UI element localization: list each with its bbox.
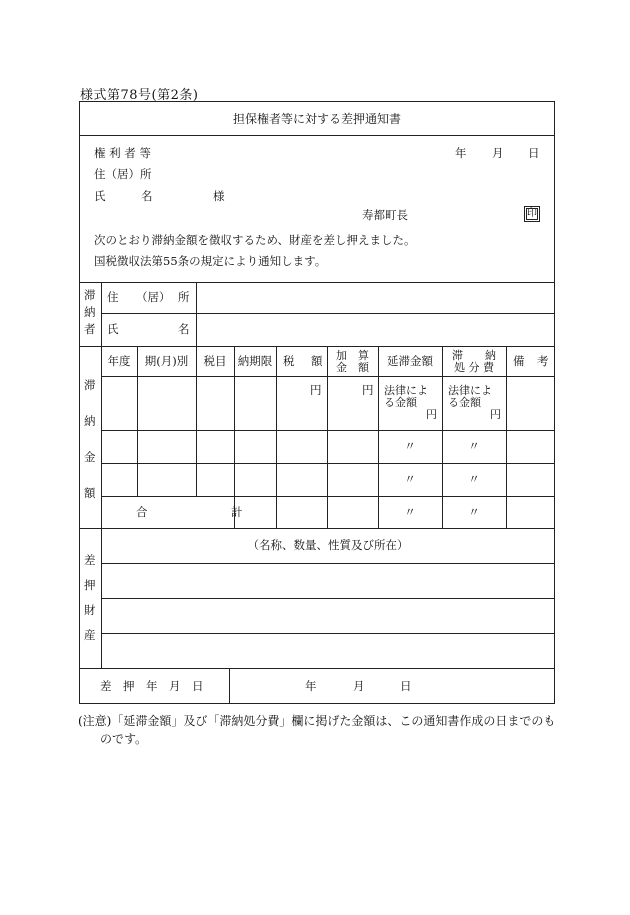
delinquent-label-divider: [196, 282, 197, 346]
delinquent-section-char: 納: [84, 305, 96, 319]
date-month-label: 月: [492, 146, 504, 160]
ditto-mark: 〃: [468, 505, 480, 519]
notice-message-1: 次のとおり滞納金額を徴収するため、財産を差し押えました。: [94, 233, 416, 247]
seized-section-char: 差: [84, 553, 96, 567]
seized-section-char: 産: [84, 628, 96, 642]
seized-bottom-divider: [79, 668, 555, 669]
yen-unit: 円: [490, 408, 501, 421]
seizure-date-label: 差 押 年 月 日: [100, 679, 204, 693]
col-header-due: 納期限: [237, 354, 273, 368]
legal-amount-text: る金額: [448, 396, 481, 409]
amount-section-char: 納: [84, 414, 96, 428]
col-header-late-fee: 延滞金額: [387, 354, 433, 368]
amount-section-char: 滞: [84, 378, 96, 392]
seizure-date-day: 日: [400, 679, 412, 693]
delinquent-address-label: （居）: [136, 290, 171, 304]
ditto-mark: 〃: [404, 505, 416, 519]
footnote-line-1: (注意)「延滞金額」及び「滞納処分費」欄に掲げた金額は、この通知書作成の日までのも: [78, 714, 556, 728]
delinquent-name-label: 名: [178, 322, 190, 336]
legal-amount-text: る金額: [384, 396, 417, 409]
seized-property-header: （名称、数量、性質及び所在）: [247, 538, 409, 552]
col-header-added-amount: 加 算: [336, 349, 369, 362]
col-header-period: 期(月)別: [144, 354, 189, 368]
col-header-remarks: 備: [513, 354, 525, 368]
col-tax-divider: [327, 346, 328, 528]
form-number-label: 様式第78号(第2条): [80, 88, 199, 103]
header-divider: [79, 282, 555, 283]
col-due-divider: [276, 346, 277, 528]
seized-section-char: 押: [84, 578, 96, 592]
footnote: [78, 712, 558, 748]
footnote-line-2: のです。: [100, 732, 148, 746]
seized-row2-divider: [101, 598, 555, 599]
col-taxitem-divider: [234, 346, 235, 528]
date-year-label: 年: [455, 146, 467, 160]
delinquent-address-label: 住: [107, 290, 119, 304]
delinquent-row-divider: [101, 313, 555, 314]
ditto-mark: 〃: [468, 439, 480, 453]
amount-row3-divider: [101, 496, 555, 497]
seal-stamp: 印: [524, 206, 540, 222]
section-label-divider: [101, 282, 102, 668]
name-label-first: 氏: [94, 189, 106, 203]
col-header-disposal-fee: 処 分 費: [454, 361, 494, 374]
ditto-mark: 〃: [404, 472, 416, 486]
title-divider: [79, 135, 555, 136]
amount-row2-divider: [101, 463, 555, 464]
col-header-tax-amount: 税: [283, 354, 295, 368]
seizure-date-year: 年: [305, 679, 317, 693]
amount-header-divider: [101, 376, 555, 377]
amount-row1-divider: [101, 430, 555, 431]
ditto-mark: 〃: [468, 472, 480, 486]
amount-section-char: 金: [84, 450, 96, 464]
seizure-date-month: 月: [353, 679, 365, 693]
amount-section-char: 額: [84, 486, 96, 500]
notice-message-2: 国税徴収法第55条の規定により通知します。: [94, 254, 327, 268]
name-label-second: 名: [141, 189, 153, 203]
delinquent-section-char: 者: [84, 322, 96, 336]
col-header-disposal-fee: 滞 納: [452, 349, 496, 362]
delinquent-address-label: 所: [178, 290, 190, 304]
total-label: 計: [231, 505, 243, 519]
col-header-tax-item: 税目: [203, 354, 227, 368]
seized-row3-divider: [101, 633, 555, 634]
seizure-date-divider: [229, 668, 230, 704]
col-header-remarks: 考: [537, 354, 549, 368]
issuer-name: 寿都町長: [362, 208, 408, 222]
form-title: 担保権者等に対する差押通知書: [232, 112, 401, 126]
seized-row1-divider: [101, 563, 555, 564]
col-header-year: 年度: [107, 354, 131, 368]
col-year-divider: [137, 346, 138, 496]
address-label: 住（居）所: [94, 167, 152, 181]
delinquent-section-char: 滞: [84, 288, 96, 302]
delinquent-bottom-divider: [79, 346, 555, 347]
seized-section-char: 財: [84, 603, 96, 617]
amount-bottom-divider: [79, 528, 555, 529]
col-added-divider: [378, 346, 379, 528]
recipient-label: 権 利 者 等: [94, 146, 151, 160]
col-disposal-divider: [506, 346, 507, 528]
yen-unit: 円: [426, 408, 437, 421]
col-header-added-amount: 金 額: [336, 361, 369, 374]
delinquent-name-label: 氏: [107, 322, 119, 336]
ditto-mark: 〃: [404, 439, 416, 453]
total-label: 合: [136, 505, 148, 519]
legal-amount-text: 法律によ: [448, 384, 492, 397]
col-period-divider: [196, 346, 197, 496]
date-day-label: 日: [528, 146, 540, 160]
col-header-tax-amount: 額: [311, 354, 323, 368]
legal-amount-text: 法律によ: [384, 384, 428, 397]
yen-unit: 円: [310, 383, 322, 397]
honorific-sama: 様: [213, 189, 225, 203]
col-late-divider: [442, 346, 443, 528]
yen-unit: 円: [362, 383, 374, 397]
